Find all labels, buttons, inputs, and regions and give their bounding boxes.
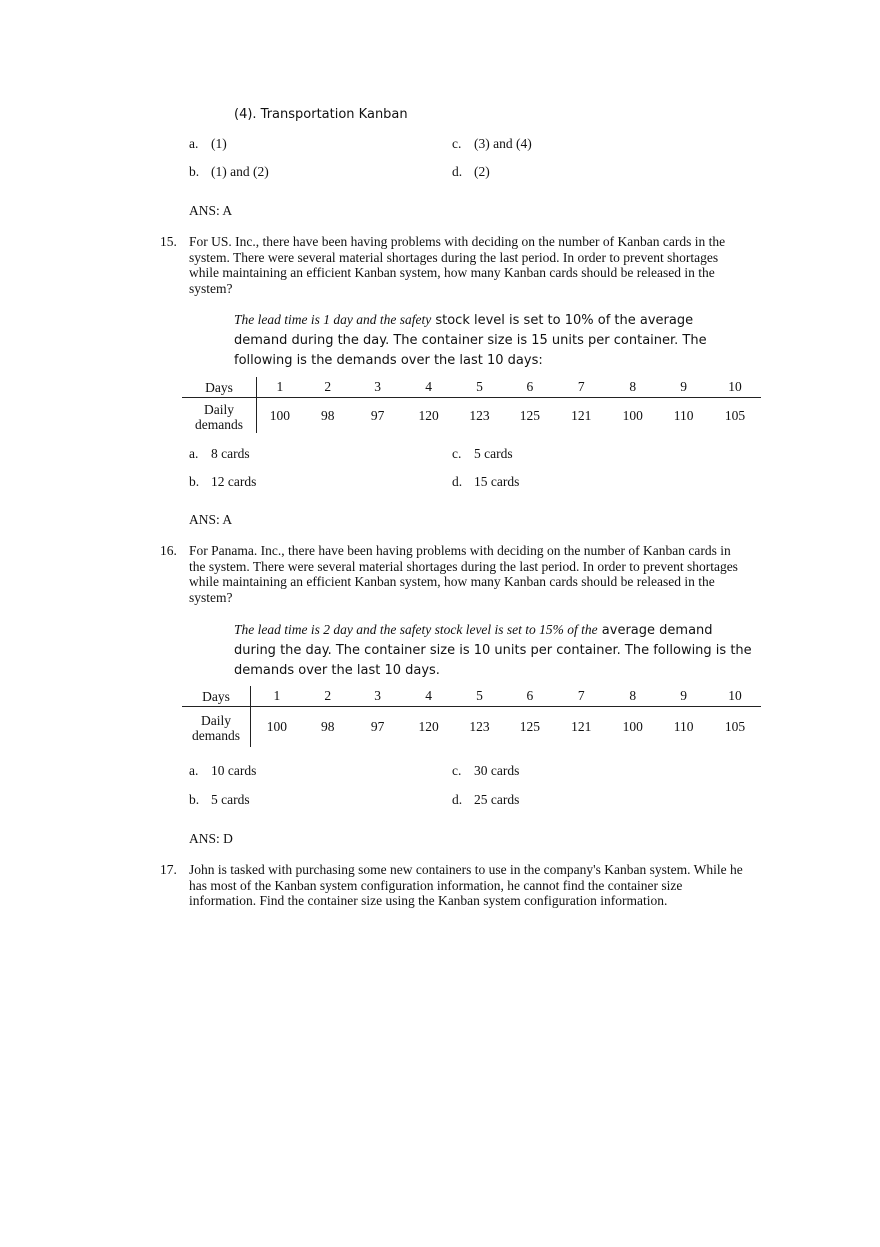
- option-c: c. 5 cards: [452, 446, 513, 461]
- table-cell: 3: [353, 377, 403, 398]
- table-cell: 6: [504, 377, 555, 398]
- table-cell: 121: [571, 719, 592, 734]
- table-cell: 100: [266, 719, 288, 734]
- question-text: For US. Inc., there have been having problems with deciding on the number of Kanban cards in the system. There were several material shortages during the last period. In order to prevent shortages while maintaining an efficient Kanban system, how many Kanban cards should be released in the system?: [189, 234, 726, 296]
- table-cell: 2: [303, 377, 353, 398]
- question-text: John is tasked with purchasing some new containers to use in the company's Kanban system. While he has most of the Kanban system configuration information, he cannot find the container size information. Find the container size using the Kanban system configuration information.: [189, 862, 743, 909]
- option-b: b. 5 cards: [189, 792, 250, 807]
- table-cell: 123: [469, 719, 490, 734]
- table-cell: 120: [418, 407, 439, 423]
- table-cell: 97: [370, 719, 385, 734]
- table-cell: 9: [658, 377, 709, 398]
- demand-table: [182, 686, 761, 747]
- table-cell: 9: [658, 686, 709, 707]
- table-cell: 3: [353, 686, 403, 707]
- option-c: c. 30 cards: [452, 763, 520, 778]
- table-header-days: Days: [182, 377, 256, 398]
- table-cell: 7: [555, 377, 607, 398]
- question-text: For Panama. Inc., there have been having problems with deciding on the number of Kanban cards in the system. There were several material shortages during the last period. In order to prevent shortages while maintaining an efficient Kanban system, how many Kanban cards should be released in the system?: [189, 543, 738, 605]
- answer: ANS: A: [189, 512, 233, 527]
- table-cell: 105: [724, 719, 746, 734]
- table-row: [182, 398, 761, 434]
- table-cell: 6: [504, 686, 555, 707]
- table-cell: 1: [250, 686, 302, 707]
- list-item-transportation-kanban: (4). Transportation Kanban: [234, 107, 408, 122]
- table-cell: 5: [455, 377, 505, 398]
- option-c: c. (3) and (4): [452, 136, 532, 151]
- table-row: [182, 686, 761, 707]
- option-a: a. 10 cards: [189, 763, 257, 778]
- table-cell: 125: [519, 407, 541, 423]
- table-header-daily-demands: Daily demands: [182, 707, 250, 748]
- table-cell: 105: [724, 407, 746, 423]
- option-a: a. (1): [189, 136, 227, 151]
- table-cell: 1: [256, 377, 302, 398]
- table-cell: 10: [709, 377, 761, 398]
- table-cell: 4: [403, 377, 455, 398]
- table-cell: 100: [622, 407, 643, 423]
- table-cell: 98: [321, 407, 335, 423]
- option-a: a. 8 cards: [189, 446, 250, 461]
- option-d: d. 15 cards: [452, 474, 520, 489]
- table-cell: 97: [370, 407, 385, 423]
- table-row: [182, 377, 761, 398]
- question-number: 17.: [160, 862, 177, 877]
- table-cell: 4: [403, 686, 455, 707]
- table-cell: 121: [571, 407, 592, 423]
- question-number: 16.: [160, 543, 177, 558]
- option-d: d. 25 cards: [452, 792, 520, 807]
- question-lead-text: The lead time is 1 day and the safety stock level is set to 10% of the average demand during the day. The container size is 15 units per container. The following is the demands over the last 10 days:: [234, 312, 707, 368]
- table-row: [182, 707, 761, 748]
- table-header-daily-demands: Daily demands: [182, 398, 256, 434]
- table-cell: 100: [622, 719, 643, 734]
- table-cell: 10: [709, 686, 761, 707]
- option-b: b. (1) and (2): [189, 164, 269, 179]
- table-cell: 120: [418, 719, 439, 734]
- question-lead-text: The lead time is 2 day and the safety stock level is set to 15% of the average demand during the day. The container size is 10 units per container. The following is the demands over the last 10 days.: [234, 622, 752, 678]
- demand-table: [182, 377, 761, 433]
- table-cell: 110: [673, 407, 694, 423]
- table-cell: 123: [469, 407, 490, 423]
- table-cell: 100: [269, 407, 290, 423]
- table-cell: 8: [607, 377, 658, 398]
- table-cell: 110: [673, 719, 694, 734]
- option-d: d. (2): [452, 164, 490, 179]
- table-cell: 125: [519, 719, 541, 734]
- question-number: 15.: [160, 234, 177, 249]
- table-cell: 98: [321, 719, 335, 734]
- table-cell: 2: [303, 686, 353, 707]
- option-b: b. 12 cards: [189, 474, 257, 489]
- table-cell: 8: [607, 686, 658, 707]
- answer: ANS: D: [189, 831, 233, 846]
- table-cell: 7: [555, 686, 607, 707]
- table-cell: 5: [455, 686, 505, 707]
- table-header-days: Days: [182, 686, 250, 707]
- answer: ANS: A: [189, 203, 233, 218]
